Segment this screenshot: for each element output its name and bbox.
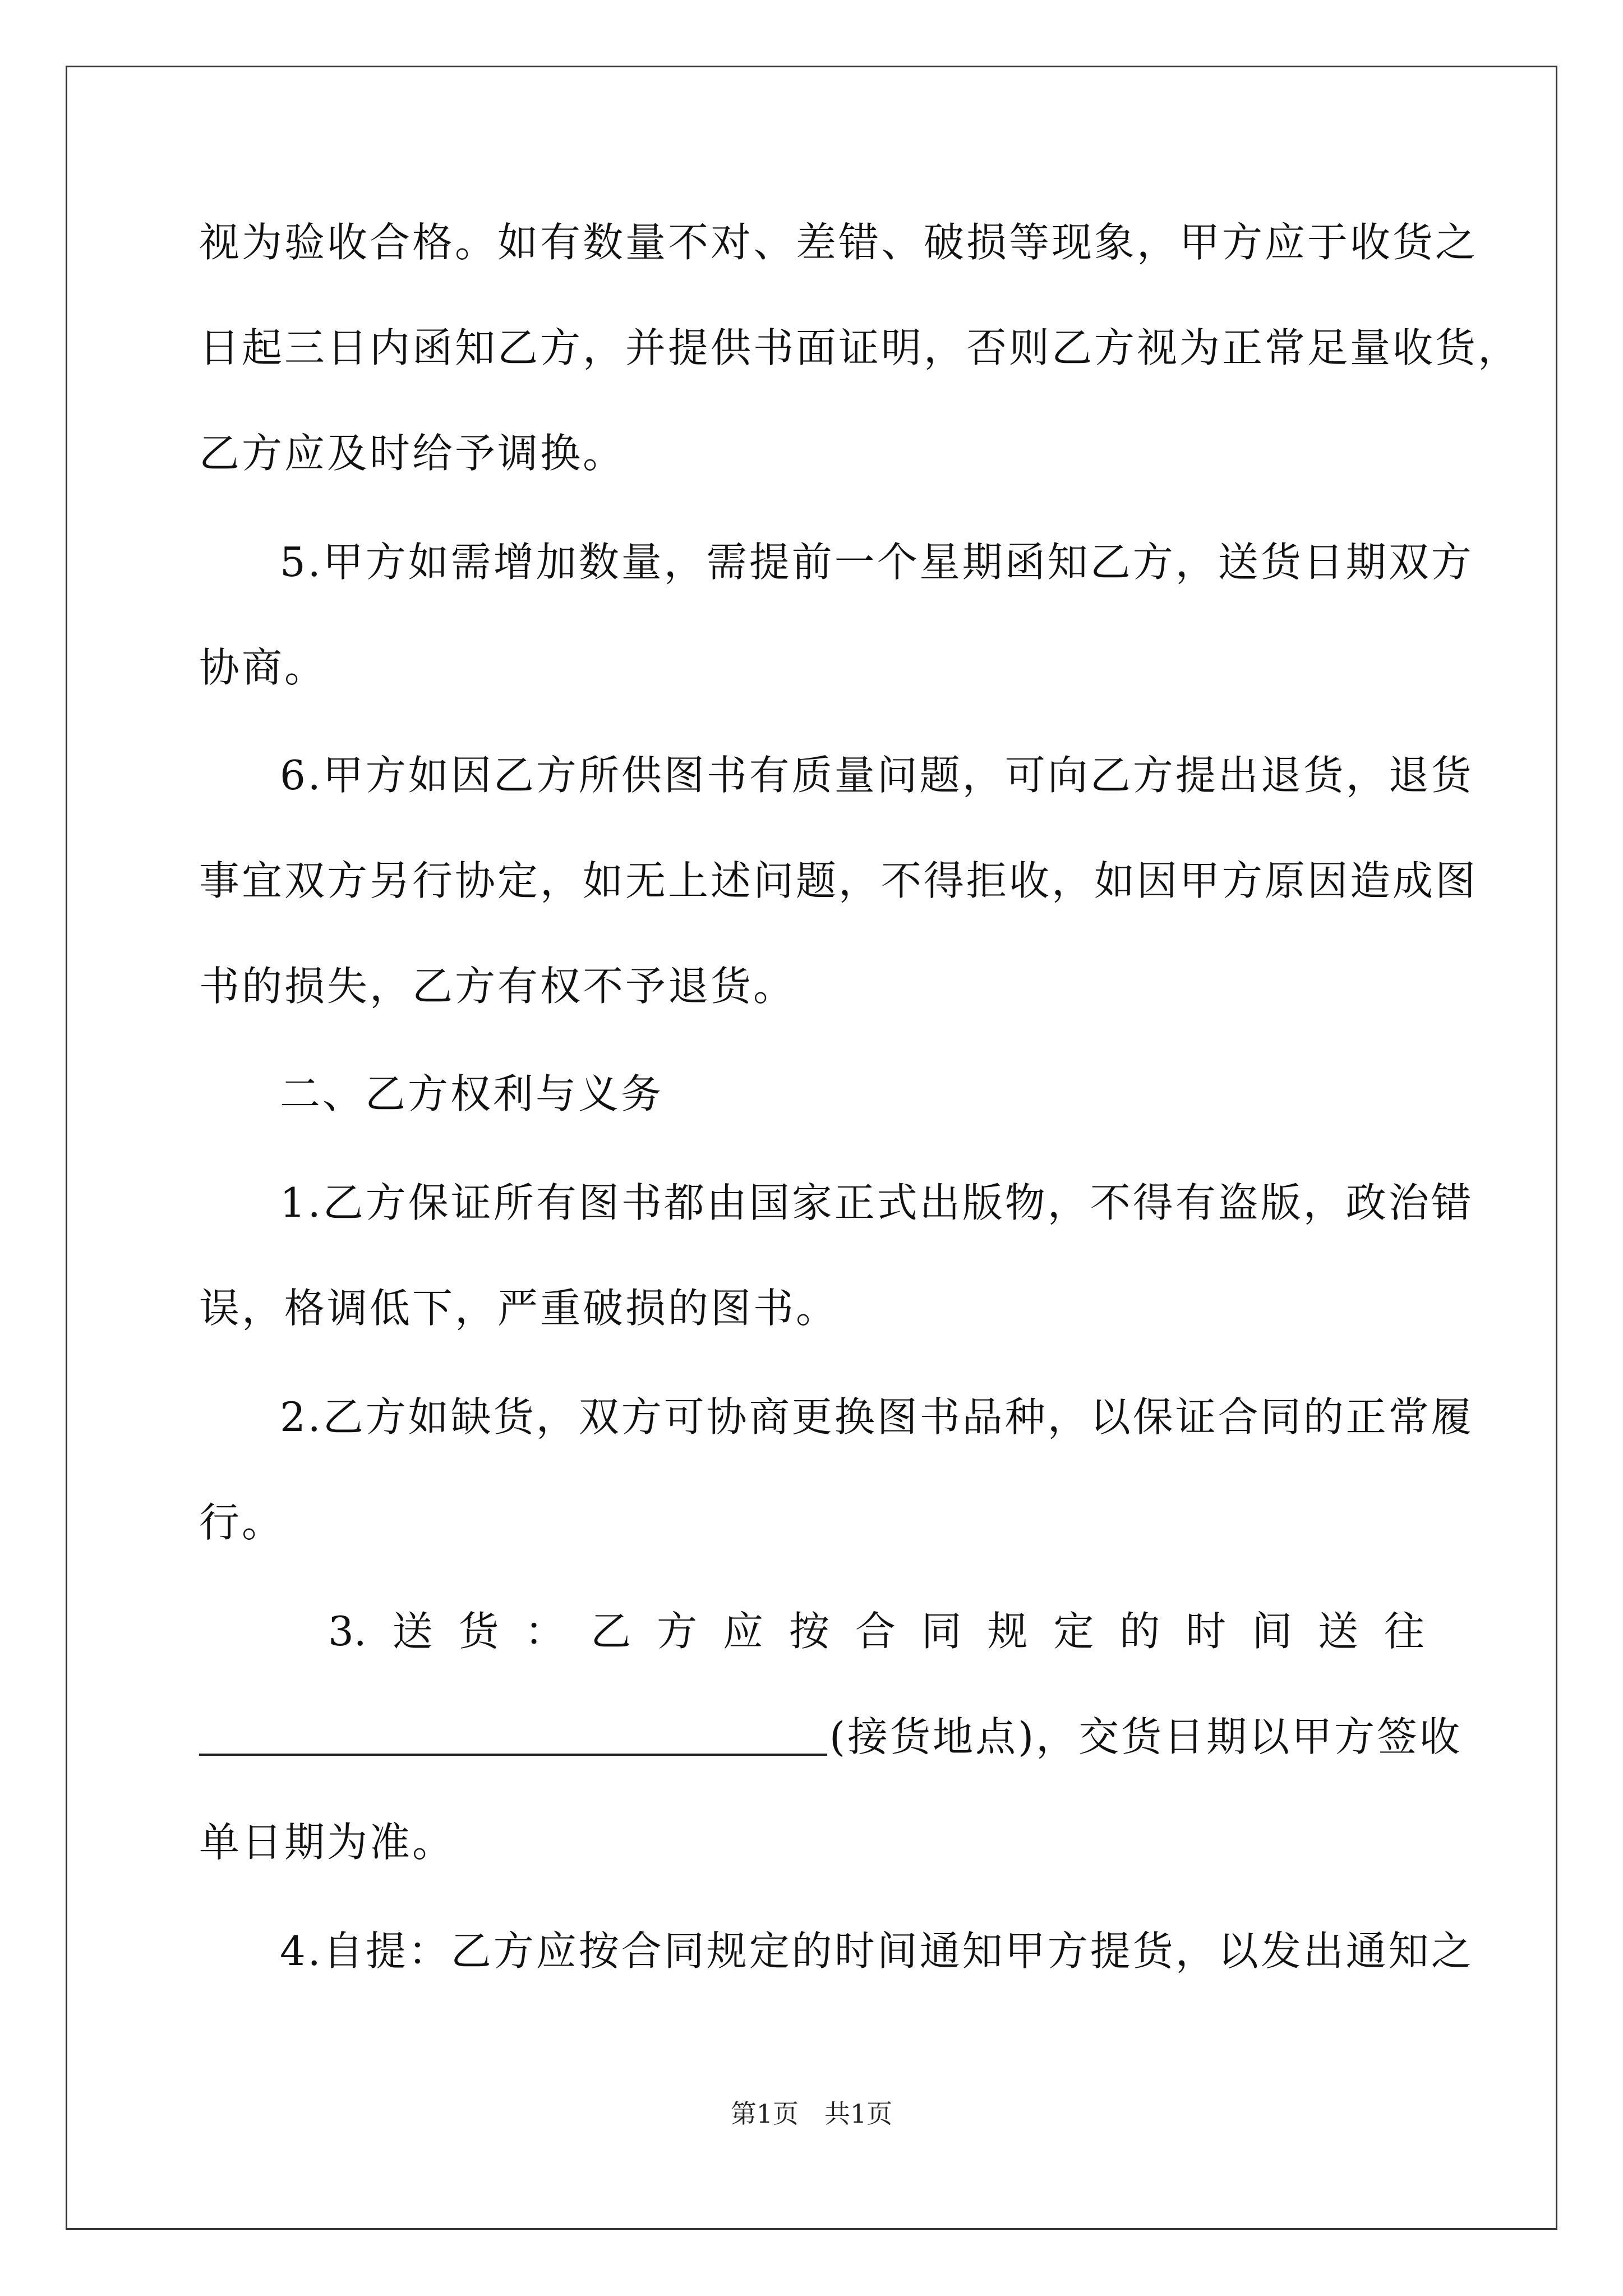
clause-b2-line-2: 行。 [199, 1499, 285, 1546]
section-heading-party-b: 二、乙方权利与义务 [280, 1070, 664, 1117]
delivery-char: 货 [458, 1608, 499, 1655]
clause-b3-line-2 [199, 1710, 1462, 1764]
clause-6-line-1: 6.甲方如因乙方所供图书有质量问题，可向乙方提出退货，退货 [280, 752, 1474, 799]
clause-b3-line-1 [328, 1604, 1424, 1658]
delivery-char: 间 [1252, 1608, 1293, 1655]
delivery-location-blank [199, 1710, 827, 1756]
page-border [66, 66, 1557, 2230]
text-line-2: 日起三日内函知乙方，并提供书面证明，否则乙方视为正常足量收货， [199, 324, 1521, 371]
delivery-char: 同 [921, 1608, 962, 1655]
clause-b1-line-2: 误，格调低下，严重破损的图书。 [199, 1285, 839, 1332]
delivery-char: 的 [1119, 1608, 1160, 1655]
clause-6-line-2: 事宜双方另行协定，如无上述问题，不得拒收，如因甲方原因造成图 [199, 857, 1478, 904]
delivery-char: 应 [723, 1608, 764, 1655]
delivery-char: 时 [1186, 1608, 1227, 1655]
delivery-char: 乙 [591, 1608, 631, 1655]
clause-b2-line-1: 2.乙方如缺货，双方可协商更换图书品种，以保证合同的正常履 [280, 1393, 1474, 1441]
clause-b4-line-1: 4.自提：乙方应按合同规定的时间通知甲方提货，以发出通知之 [280, 1927, 1474, 1975]
clause-5-line-1: 5.甲方如需增加数量，需提前一个星期函知乙方，送货日期双方 [280, 539, 1474, 586]
clause-5-line-2: 协商。 [199, 644, 328, 691]
delivery-char: 定 [1053, 1608, 1094, 1655]
delivery-char: 规 [987, 1608, 1028, 1655]
delivery-location-suffix: (接货地点)，交货日期以甲方签收 [829, 1713, 1463, 1760]
delivery-char: 方 [657, 1608, 698, 1655]
delivery-char: 送 [1318, 1608, 1359, 1655]
page-footer: 第1页 共1页 [730, 2099, 893, 2129]
clause-b3-line-3: 单日期为准。 [199, 1819, 455, 1866]
clause-6-line-3: 书的损失，乙方有权不予退货。 [199, 963, 796, 1010]
text-line-3: 乙方应及时给予调换。 [199, 430, 626, 477]
delivery-char: ： [524, 1608, 565, 1655]
clause-b1-line-1: 1.乙方保证所有图书都由国家正式出版物，不得有盗版，政治错 [280, 1179, 1474, 1226]
text-line-1: 视为验收合格。如有数量不对、差错、破损等现象，甲方应于收货之 [199, 219, 1478, 266]
delivery-char: 往 [1384, 1608, 1424, 1655]
delivery-char: 送 [392, 1608, 433, 1655]
delivery-char: 合 [855, 1608, 896, 1655]
delivery-char: 按 [789, 1608, 829, 1655]
delivery-char: 3. [328, 1608, 367, 1655]
